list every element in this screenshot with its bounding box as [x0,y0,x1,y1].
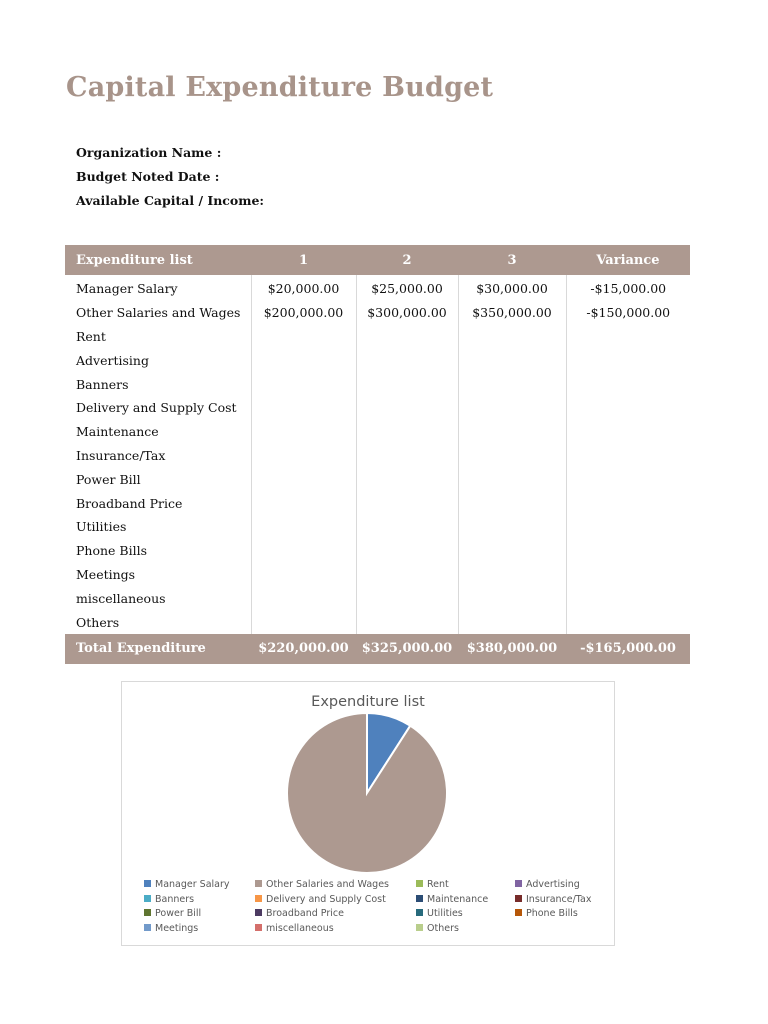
cell-variance [566,420,690,444]
pie-chart-plot [122,682,614,882]
cell-period-3: $30,000.00 [458,275,566,301]
table-row [65,491,690,515]
cell-variance: -$15,000.00 [566,275,690,301]
cell-period-2 [356,444,458,468]
legend-label: Advertising [526,879,580,890]
legend-label: Broadband Price [266,908,344,919]
cell-period-1 [251,467,356,491]
cell-period-3 [458,539,566,563]
cell-period-1 [251,420,356,444]
legend-item [255,879,389,891]
legend-item [144,894,194,906]
chart-title: Expenditure list [311,694,425,710]
legend-label: Others [427,922,459,934]
cell-period-1 [251,539,356,563]
cell-period-3 [458,444,566,468]
legend-item [515,894,591,906]
legend-swatch [144,895,151,902]
cell-variance [566,325,690,349]
row-label: Insurance/Tax [76,447,166,463]
legend-swatch [144,880,151,887]
legend-item [255,908,344,920]
row-label: Meetings [76,566,136,582]
table-row [65,301,690,325]
cell-variance [566,372,690,396]
cell-period-1 [251,444,356,468]
row-label: Phone Bills [76,543,148,559]
cell-variance [566,348,690,372]
cell-variance [566,586,690,610]
cell-period-2 [356,539,458,563]
row-label: Banners [76,376,129,392]
legend-item [416,908,463,920]
legend-label: Insurance/Tax [526,893,592,905]
legend-item [416,923,459,935]
legend-swatch [416,909,423,916]
legend-swatch [255,880,262,887]
row-label: miscellaneous [76,590,166,606]
table-header-row [65,245,690,275]
row-label: Advertising [76,352,149,368]
table-row [65,275,690,301]
cell-variance [566,515,690,539]
row-label: Broadband Price [76,495,183,511]
document-title: Capital Expenditure Budget [66,72,494,103]
row-label: Other Salaries and Wages [76,305,241,321]
cell-variance [566,491,690,515]
table-row [65,325,690,349]
total-period-1: $220,000.00 [251,634,356,664]
budget-noted-date-label: Budget Noted Date : [76,168,220,184]
cell-period-1: $200,000.00 [251,301,356,325]
cell-period-2 [356,563,458,587]
legend-swatch [255,924,262,931]
cell-period-3 [458,563,566,587]
legend-swatch [515,909,522,916]
cell-period-1 [251,586,356,610]
row-label: Others [76,614,120,630]
pie-chart [121,681,615,946]
table-row [65,563,690,587]
expenditure-table [65,245,690,664]
cell-period-2 [356,467,458,491]
row-label: Utilities [76,519,127,535]
legend-swatch [255,895,262,902]
legend-item [515,879,580,891]
cell-variance [566,444,690,468]
header-expenditure-list: Expenditure list [65,245,251,275]
row-label: Maintenance [76,424,159,440]
cell-period-1 [251,563,356,587]
cell-period-1 [251,610,356,634]
legend-swatch [416,880,423,887]
available-capital-label: Available Capital / Income: [76,192,265,208]
legend-swatch [255,909,262,916]
table-row [65,420,690,444]
cell-period-3 [458,491,566,515]
cell-period-3 [458,610,566,634]
legend-label: Phone Bills [526,908,578,919]
legend-item [144,879,230,891]
cell-period-2 [356,348,458,372]
cell-period-3: $350,000.00 [458,301,566,325]
legend-item [515,908,578,920]
legend-swatch [416,895,423,902]
legend-swatch [144,924,151,931]
table-row [65,396,690,420]
legend-label: Rent [427,879,449,890]
legend-item [255,894,386,906]
cell-period-2 [356,372,458,396]
table-row [65,467,690,491]
cell-period-2 [356,396,458,420]
cell-variance [566,396,690,420]
cell-period-1 [251,372,356,396]
legend-swatch [144,909,151,916]
row-label: Manager Salary [76,281,178,297]
legend-label: miscellaneous [266,922,334,934]
header-period-3: 3 [458,245,566,275]
pie-slice-other-salaries-and-wages [287,713,447,873]
cell-period-1 [251,348,356,372]
cell-period-1 [251,325,356,349]
cell-period-1 [251,515,356,539]
legend-label: Maintenance [427,893,489,905]
cell-period-3 [458,467,566,491]
cell-period-3 [458,396,566,420]
legend-item [416,879,449,891]
cell-period-3 [458,325,566,349]
row-label: Rent [76,328,106,344]
legend-swatch [515,895,522,902]
legend-label: Banners [155,893,195,905]
legend-item [255,923,334,935]
row-label: Power Bill [76,471,141,487]
legend-swatch [416,924,423,931]
table-row [65,444,690,468]
cell-period-3 [458,372,566,396]
header-period-1: 1 [251,245,356,275]
cell-period-2: $300,000.00 [356,301,458,325]
total-period-3: $380,000.00 [458,634,566,664]
total-variance: -$165,000.00 [566,634,690,664]
organization-name-label: Organization Name : [76,145,222,160]
header-variance: Variance [566,245,690,275]
legend-item [144,923,198,935]
table-row [65,610,690,634]
cell-period-3 [458,586,566,610]
cell-period-2 [356,515,458,539]
cell-variance [566,539,690,563]
legend-label: Other Salaries and Wages [266,879,389,890]
total-label: Total Expenditure [65,634,251,664]
cell-variance [566,610,690,634]
table-row [65,539,690,563]
legend-label: Meetings [155,922,199,934]
cell-period-2: $25,000.00 [356,275,458,301]
cell-variance: -$150,000.00 [566,301,690,325]
row-label: Delivery and Supply Cost [76,400,237,416]
legend-label: Utilities [427,908,463,919]
legend-label: Power Bill [155,908,202,919]
cell-period-3 [458,515,566,539]
total-row [65,634,690,664]
total-period-2: $325,000.00 [356,634,458,664]
cell-period-2 [356,610,458,634]
header-period-2: 2 [356,245,458,275]
cell-period-1 [251,491,356,515]
cell-variance [566,467,690,491]
cell-period-2 [356,491,458,515]
cell-period-2 [356,586,458,610]
table-row [65,515,690,539]
organization-info [76,141,264,212]
table-row [65,586,690,610]
table-row [65,372,690,396]
cell-period-2 [356,325,458,349]
cell-variance [566,563,690,587]
cell-period-3 [458,420,566,444]
cell-period-1: $20,000.00 [251,275,356,301]
legend-swatch [515,880,522,887]
legend-label: Delivery and Supply Cost [266,893,386,905]
legend-item [416,894,488,906]
legend-item [144,908,201,920]
cell-period-1 [251,396,356,420]
legend-label: Manager Salary [155,879,230,890]
table-row [65,348,690,372]
cell-period-2 [356,420,458,444]
cell-period-3 [458,348,566,372]
